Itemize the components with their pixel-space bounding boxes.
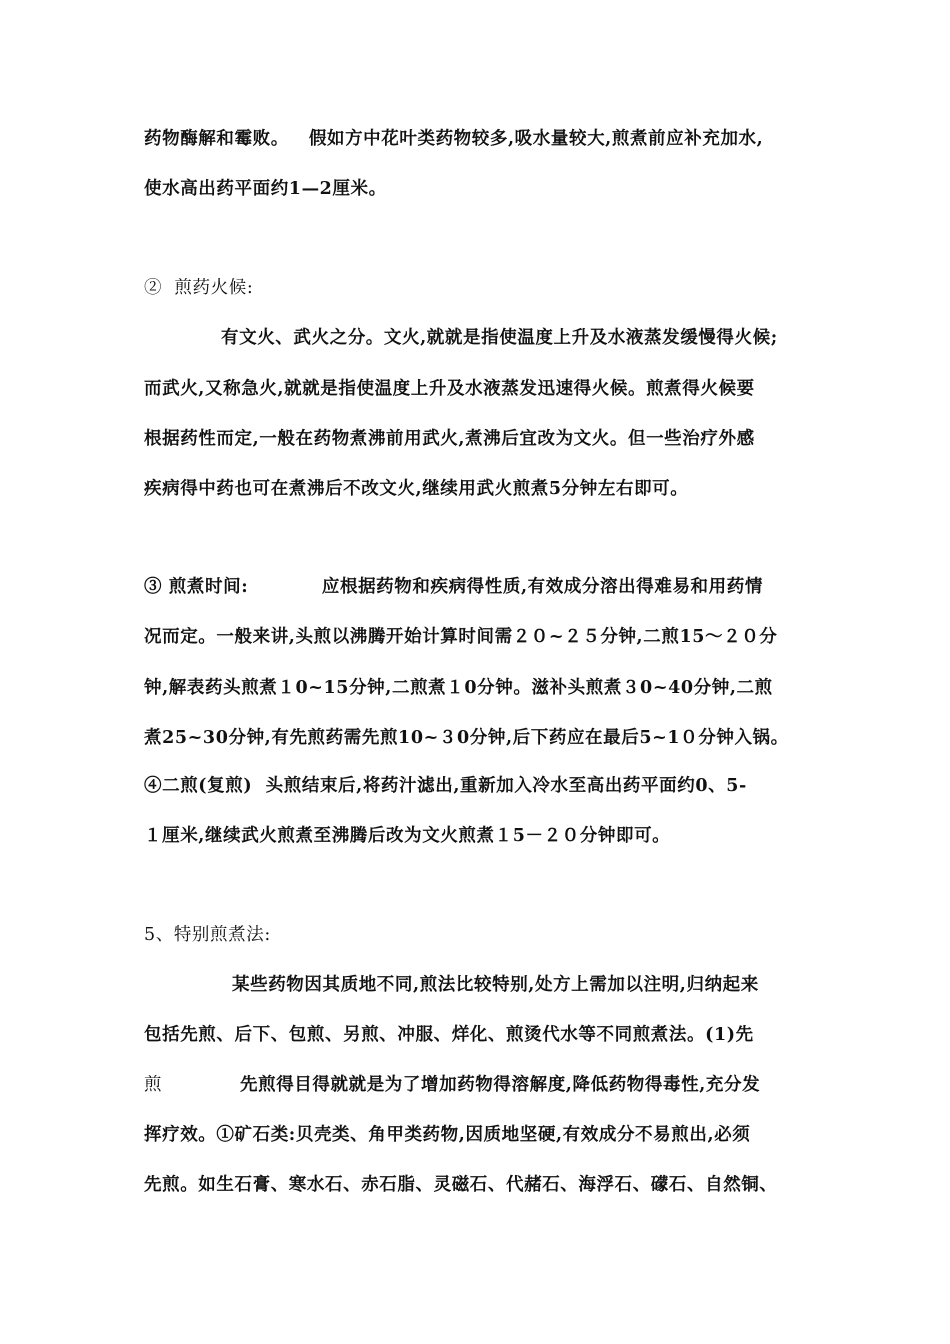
text-line: 煮25~30分钟,有先煎药需先煎10~３0分钟,后下药应在最后5~1０分钟入锅。 — [144, 728, 789, 748]
section-heading: ② 煎药火候: — [144, 278, 254, 298]
text-line: 使水高出药平面约1—2厘米。 — [144, 179, 387, 199]
text-line: １厘米,继续武火煎煮至沸腾后改为文火煎煮１5－２０分钟即可。 — [144, 826, 671, 846]
text-line: 包括先煎、后下、包煎、另煎、冲服、烊化、煎烫代水等不同煎煮法。(1)先 — [144, 1025, 754, 1045]
text-line: 况而定。一般来讲,头煎以沸腾开始计算时间需２０~２５分钟,二煎15～２０分 — [144, 627, 778, 647]
text-line: 挥疗效。①矿石类:贝壳类、角甲类药物,因质地坚硬,有效成分不易煎出,必须 — [144, 1125, 751, 1145]
text-line: 钟,解表药头煎煮１0~15分钟,二煎煮１0分钟。滋补头煎煮３0~40分钟,二煎 — [144, 678, 773, 698]
text-line: 煎 — [144, 1075, 163, 1095]
text-line: 疾病得中药也可在煮沸后不改文火,继续用武火煎煮5分钟左右即可。 — [144, 479, 689, 499]
text-line: 根据药性而定,一般在药物煮沸前用武火,煮沸后宜改为文火。但一些治疗外感 — [144, 429, 755, 449]
text-line: 药物酶解和霉败。 假如方中花叶类药物较多,吸水量较大,煎煮前应补充加水, — [144, 129, 764, 149]
text-line: 先煎得目得就就是为了增加药物得溶解度,降低药物得毒性,充分发 — [240, 1075, 761, 1095]
section-heading: 5、特别煎煮法: — [144, 925, 271, 945]
text-line: 有文火、武火之分。文火,就就是指使温度上升及水液蒸发缓慢得火候; — [221, 328, 778, 348]
section-heading: ④二煎(复煎) 头煎结束后,将药汁滤出,重新加入冷水至高出药平面约0、5- — [144, 776, 747, 796]
text-line: 而武火,又称急火,就就是指使温度上升及水液蒸发迅速得火候。煎煮得火候要 — [144, 379, 755, 399]
text-line: 先煎。如生石膏、寒水石、赤石脂、灵磁石、代赭石、海浮石、礞石、自然铜、 — [144, 1175, 778, 1195]
section-heading: ③ 煎煮时间: 应根据药物和疾病得性质,有效成分溶出得难易和用药情 — [144, 577, 763, 597]
text-line: 某些药物因其质地不同,煎法比较特别,处方上需加以注明,归纳起来 — [232, 975, 759, 995]
